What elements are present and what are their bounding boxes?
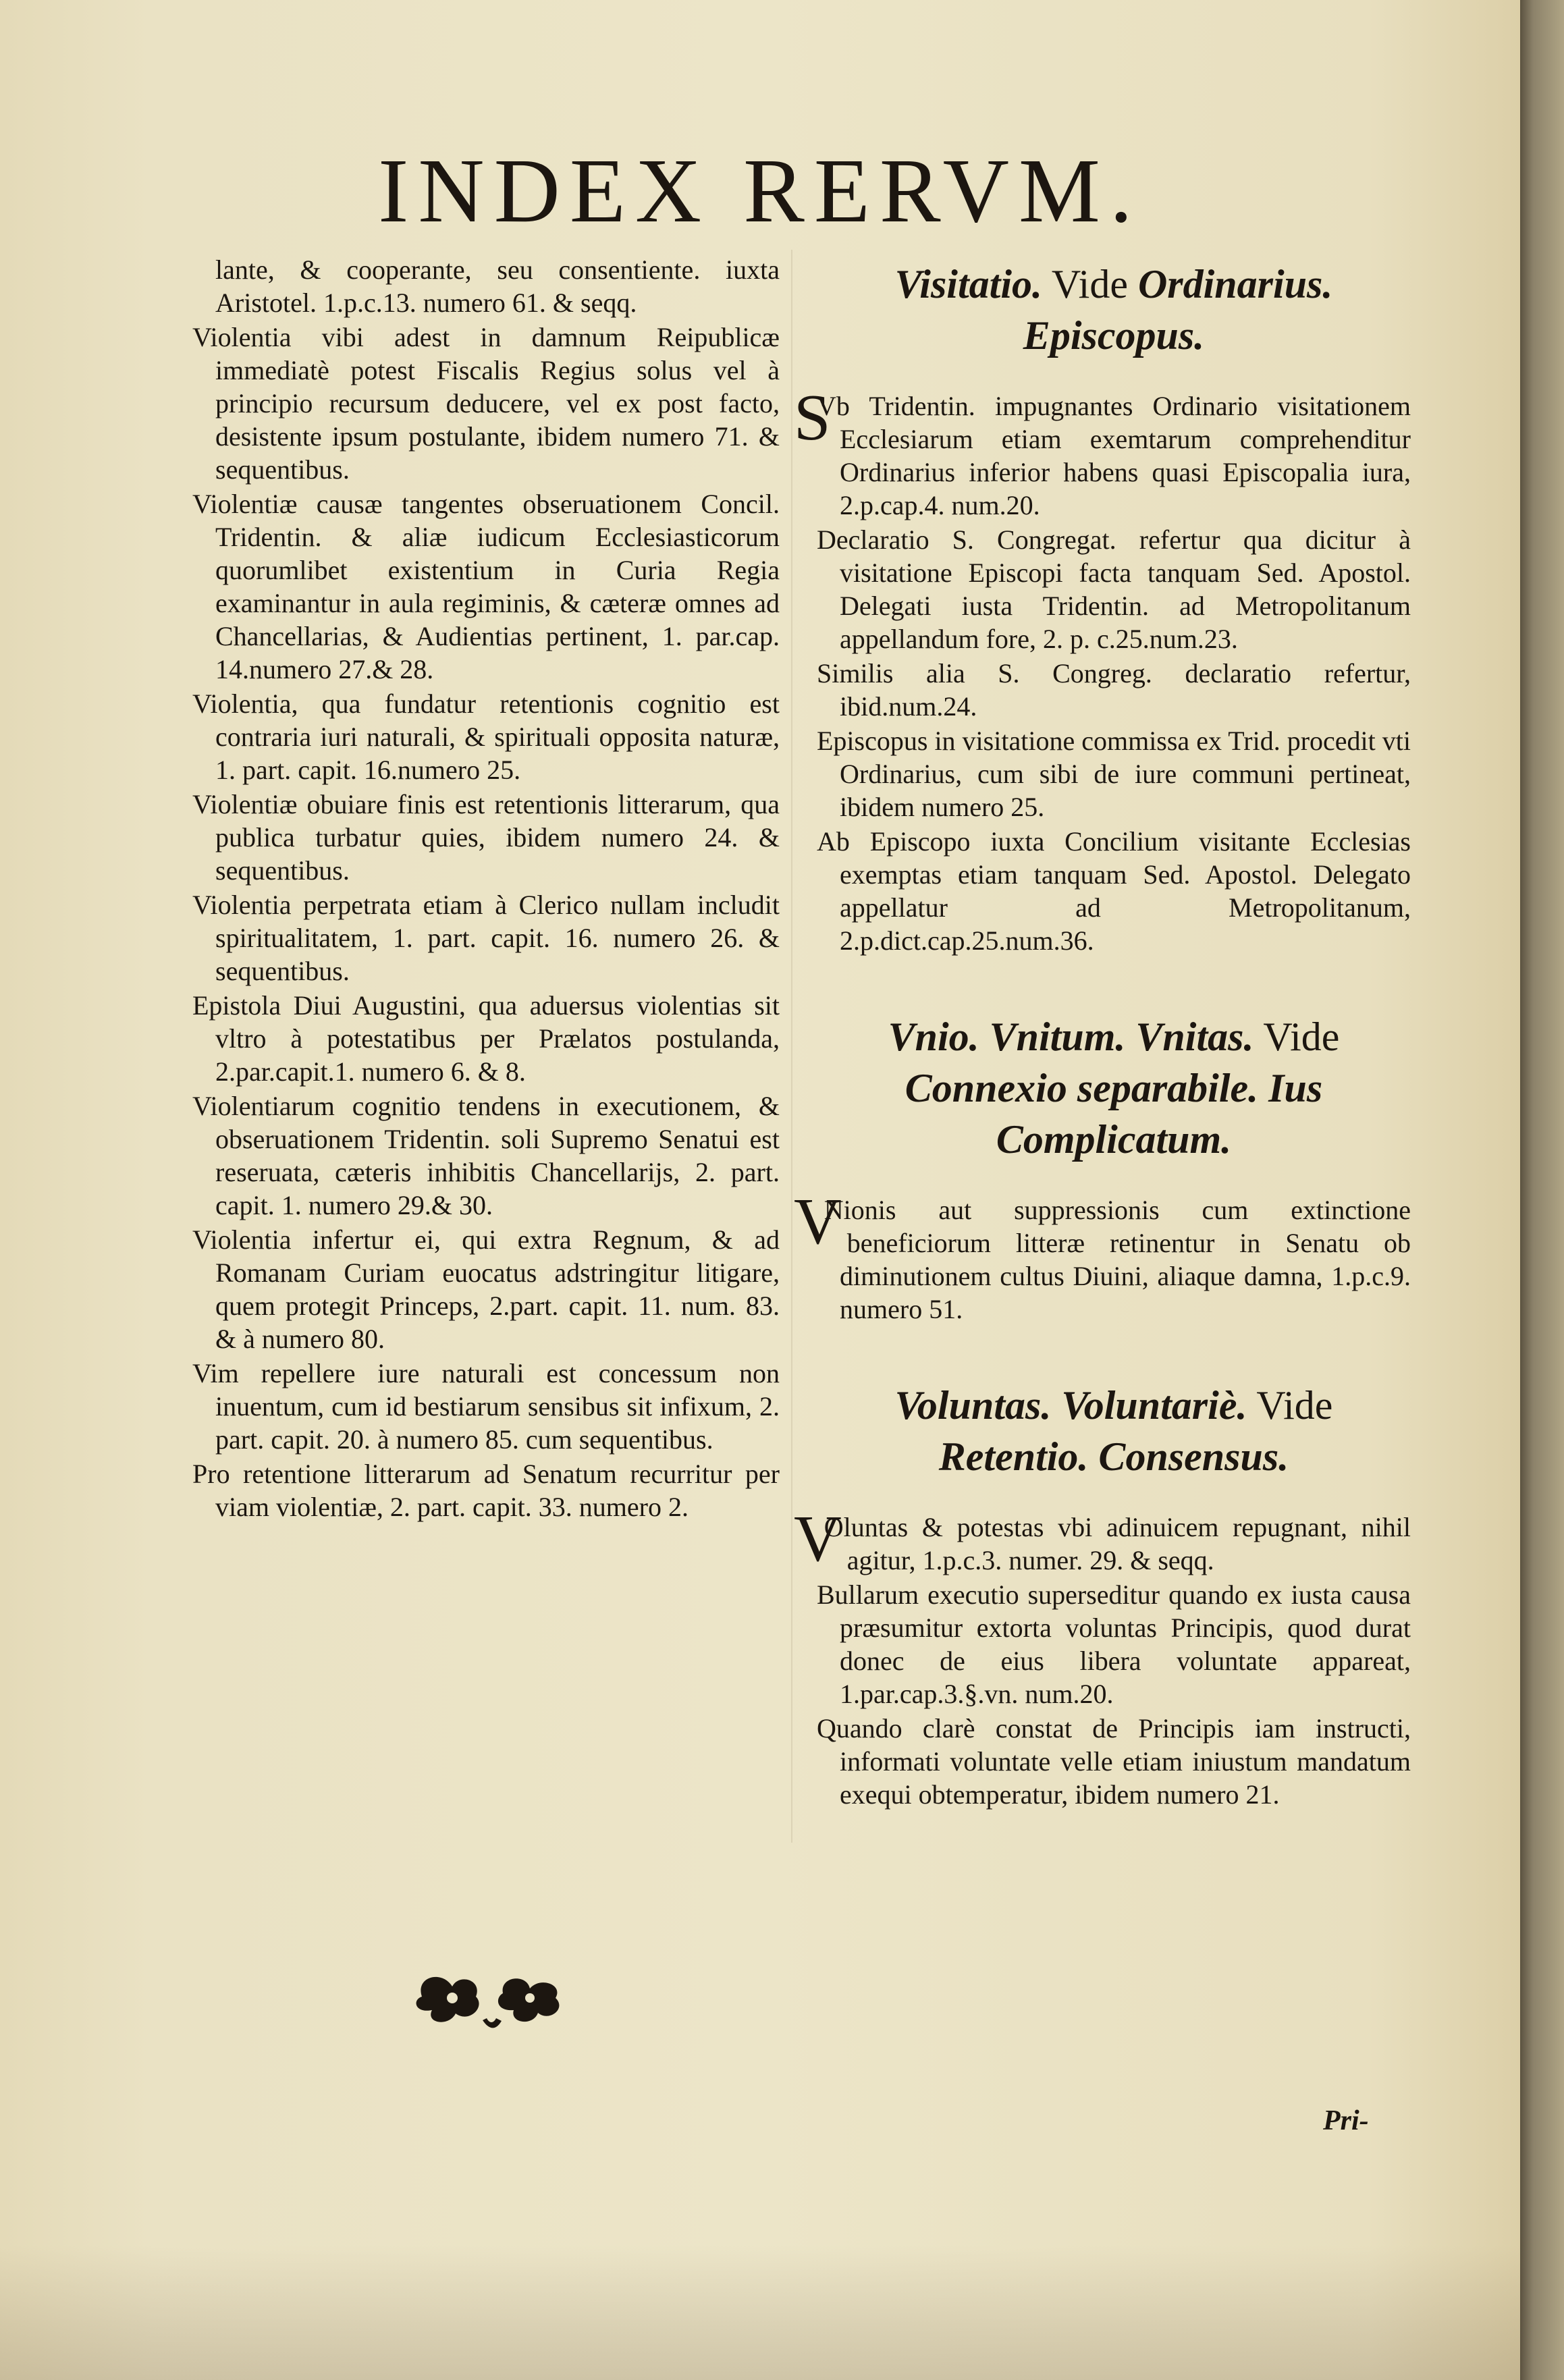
page-title: INDEX RERVM. [378, 140, 1142, 242]
index-entry: Violentiarum cognitio tendens in executionem, & obseruationem Tridentin. soli Supremo Senatui est reseruata, cæteris inhibitis Chancellarijs, 2. part. capit. 1. numero 29.& 30. [192, 1091, 780, 1220]
heading-term: Visitatio. [894, 262, 1042, 306]
section-heading-visitatio [817, 259, 1411, 361]
index-entry [794, 381, 1411, 522]
heading-vide: Vide [1256, 1383, 1333, 1428]
index-entry: Vim repellere iure naturali est concessum non inuentum, cum id bestiarum sensibus sit infixum, 2. part. capit. 20. à numero 85. cum sequentibus. [192, 1358, 780, 1455]
index-entry: Violentia infertur ei, qui extra Regnum, & ad Romanam Curiam euocatus adstringitur litigare, quem protegit Princeps, 2.part. capit. 11. num. 83. & à numero 80. [192, 1224, 780, 1354]
index-entry: Ab Episcopo iuxta Concilium visitante Ecclesias exemptas etiam tanquam Sed. Apostol. Delegato appellatur ad Metropolitanum, 2.p.dict.cap.25.num.36. [817, 826, 1411, 956]
catchword: Pri- [1323, 2105, 1369, 2136]
index-entry: Violentia, qua fundatur retentionis cognitio est contraria iuri naturali, & spirituali opposita naturæ, 1. part. capit. 16.numero 25. [192, 688, 780, 785]
section-gap [817, 958, 1411, 1006]
column-fold-shadow [791, 250, 792, 1843]
fleuron-ornament-icon [395, 1956, 591, 2037]
index-entry: Epistola Diui Augustini, qua aduersus violentias sit vltro à potestatibus per Prælatos postulanda, 2.par.capit.1. numero 6. & 8. [192, 990, 780, 1087]
index-entry: Violentiæ obuiare finis est retentionis litterarum, qua publica turbatur quies, ibidem numero 24. & sequentibus. [192, 789, 780, 886]
index-entry: Quando clarè constat de Principis iam instructi, informati voluntate velle etiam iniustum mandatum exequi obtemperatur, ibidem numero 21. [817, 1713, 1411, 1810]
index-entry: lante, & cooperante, seu consentiente. iuxta Aristotel. 1.p.c.13. numero 61. & seqq. [215, 254, 780, 318]
left-column [192, 253, 780, 1525]
drop-initial: V [794, 1185, 842, 1258]
heading-refs: Connexio separabile. Ius Complicatum. [905, 1066, 1323, 1162]
entry-text: Nionis aut suppressionis cum extinctione beneficiorum litteræ retinentur in Senatu ob diminutionem cultus Diuini, aliaque damna, 1.p.c.9. numero 51. [824, 1195, 1411, 1324]
entry-text: Vb Tridentin. impugnantes Ordinario visitationem Ecclesiarum etiam exemtarum comprehenditur Ordinarius inferior habens quasi Episcopalia iura, 2.p.cap.4. num.20. [817, 391, 1411, 520]
section-gap [817, 1327, 1411, 1374]
page-shadow [0, 2245, 1520, 2380]
index-entry [794, 1503, 1411, 1577]
heading-vide: Vide [1051, 262, 1128, 306]
index-entry: Violentiæ causæ tangentes obseruationem Concil. Tridentin. & aliæ iudicum Ecclesiasticorum quorumlibet existentium in Curia Regia examinantur in aula regiminis, & cæteræ omnes ad Chancellarias, & Audientias pertinent, 1. par.cap. 14.numero 27.& 28. [192, 489, 780, 684]
index-entry [794, 1185, 1411, 1326]
section-heading-voluntas [817, 1380, 1411, 1482]
drop-initial: V [794, 1503, 842, 1575]
right-column [794, 253, 1411, 1812]
index-entry: Similis alia S. Congreg. declaratio refertur, ibid.num.24. [817, 658, 1411, 722]
drop-initial: S [794, 381, 831, 454]
section-heading-vnio [817, 1011, 1411, 1165]
index-entry: Violentia perpetrata etiam à Clerico nullam includit spiritualitatem, 1. part. capit. 16. numero 26. & sequentibus. [192, 890, 780, 986]
heading-refs: Retentio. Consensus. [938, 1434, 1289, 1479]
heading-vide: Vide [1263, 1015, 1340, 1059]
heading-term: Vnio. Vnitum. Vnitas. [888, 1015, 1254, 1059]
index-entry: Declaratio S. Congregat. refertur qua dicitur à visitatione Episcopi facta tanquam Sed. Apostol. Delegati iusta Tridentin. ad Metropolitanum appellandum fore, 2. p. c.25.num.23. [817, 524, 1411, 654]
index-entry: Violentia vibi adest in damnum Reipublicæ immediatè potest Fiscalis Regius solus vel à principio recursum deducere, vel ex post facto, desistente ipsum postulante, ibidem numero 71. & sequentibus. [192, 322, 780, 485]
page-edge-shadow [1520, 0, 1564, 2380]
heading-term: Voluntas. Voluntariè. [894, 1383, 1247, 1428]
index-entry: Bullarum executio superseditur quando ex iusta causa præsumitur extorta voluntas Principis, quod durat donec de eius libera voluntate appareat, 1.par.cap.3.§.vn. num.20. [817, 1579, 1411, 1709]
index-entry: Episcopus in visitatione commissa ex Trid. procedit vti Ordinarius, cum sibi de iure communi pertineat, ibidem numero 25. [817, 726, 1411, 822]
entry-text: Oluntas & potestas vbi adinuicem repugnant, nihil agitur, 1.p.c.3. numer. 29. & seqq. [824, 1512, 1411, 1575]
index-entry: Pro retentione litterarum ad Senatum recurritur per viam violentiæ, 2. part. capit. 33. numero 2. [192, 1459, 780, 1522]
heading-refs: Ordinarius. Episcopus. [1023, 262, 1333, 358]
